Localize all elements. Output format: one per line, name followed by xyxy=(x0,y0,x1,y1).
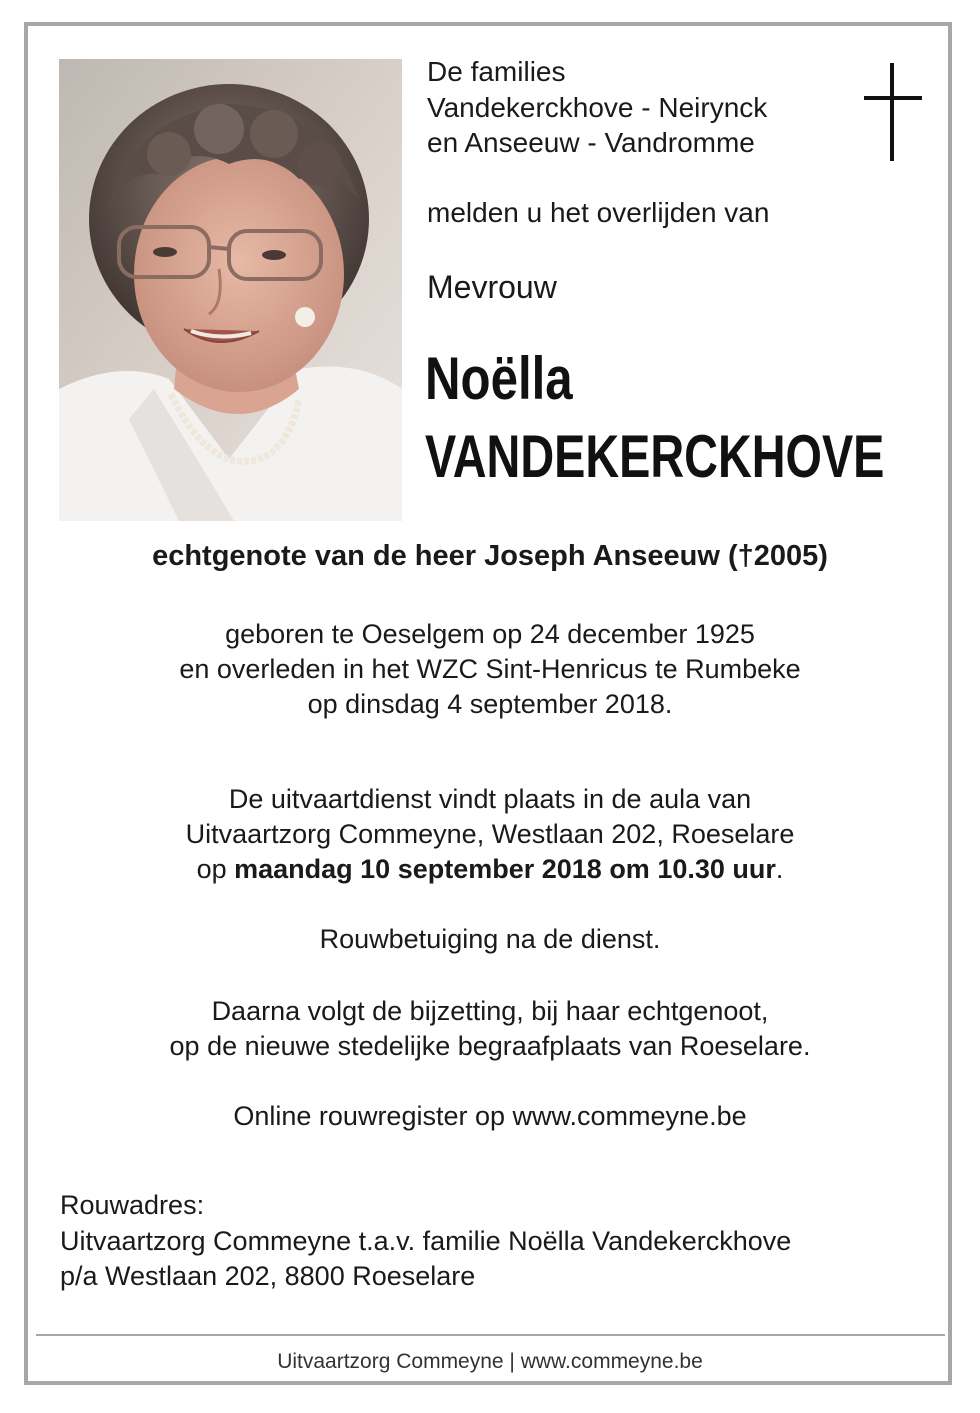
service-datetime-line xyxy=(0,852,980,887)
life-line: op dinsdag 4 september 2018. xyxy=(307,689,673,719)
portrait-photo xyxy=(59,59,402,521)
service-datetime-prefix: op xyxy=(196,854,235,884)
footer-text: Uitvaartzorg Commeyne | www.commeyne.be xyxy=(277,1350,703,1373)
honorific-title: Mevrouw xyxy=(427,269,557,305)
address-label: Rouwadres: xyxy=(60,1190,205,1220)
family-line: De families xyxy=(427,56,566,87)
burial-line: op de nieuwe stedelijke begraafplaats van Roeselare. xyxy=(169,1031,811,1061)
online-register-line: Online rouwregister op www.commeyne.be xyxy=(233,1101,747,1131)
service-datetime-suffix: . xyxy=(775,854,784,884)
service-line: Uitvaartzorg Commeyne, Westlaan 202, Roeselare xyxy=(185,819,795,849)
deceased-last-name: VANDEKERCKHOVE xyxy=(425,423,885,490)
burial-line: Daarna volgt de bijzetting, bij haar echtgenoot, xyxy=(211,996,769,1026)
address-line: p/a Westlaan 202, 8800 Roeselare xyxy=(60,1261,476,1291)
service-datetime: maandag 10 september 2018 om 10.30 uur xyxy=(234,854,776,884)
life-details xyxy=(0,617,980,722)
family-line: Vandekerckhove - Neirynck xyxy=(427,91,768,123)
service-details xyxy=(0,782,980,887)
family-line: en Anseeuw - Vandromme xyxy=(427,127,755,158)
life-line: geboren te Oeselgem op 24 december 1925 xyxy=(225,619,755,649)
deceased-first-name: Noëlla xyxy=(425,345,573,412)
service-line: De uitvaartdienst vindt plaats in de aula van xyxy=(228,784,752,814)
family-intro xyxy=(427,54,767,161)
announcement-text: melden u het overlijden van xyxy=(427,197,770,228)
burial-details xyxy=(0,994,980,1064)
online-register xyxy=(0,1099,980,1134)
latin-cross-icon xyxy=(864,63,922,161)
life-line: en overleden in het WZC Sint-Henricus te Rumbeke xyxy=(179,654,801,684)
footer-divider xyxy=(36,1334,945,1336)
condolence-line: Rouwbetuiging na de dienst. xyxy=(319,924,661,954)
address-line: Uitvaartzorg Commeyne t.a.v. familie Noëlla Vandekerckhove xyxy=(60,1225,792,1256)
condolence-note xyxy=(0,922,980,957)
mourning-address xyxy=(60,1188,791,1295)
spouse-line: echtgenote van de heer Joseph Anseeuw (†2005) xyxy=(152,540,828,572)
